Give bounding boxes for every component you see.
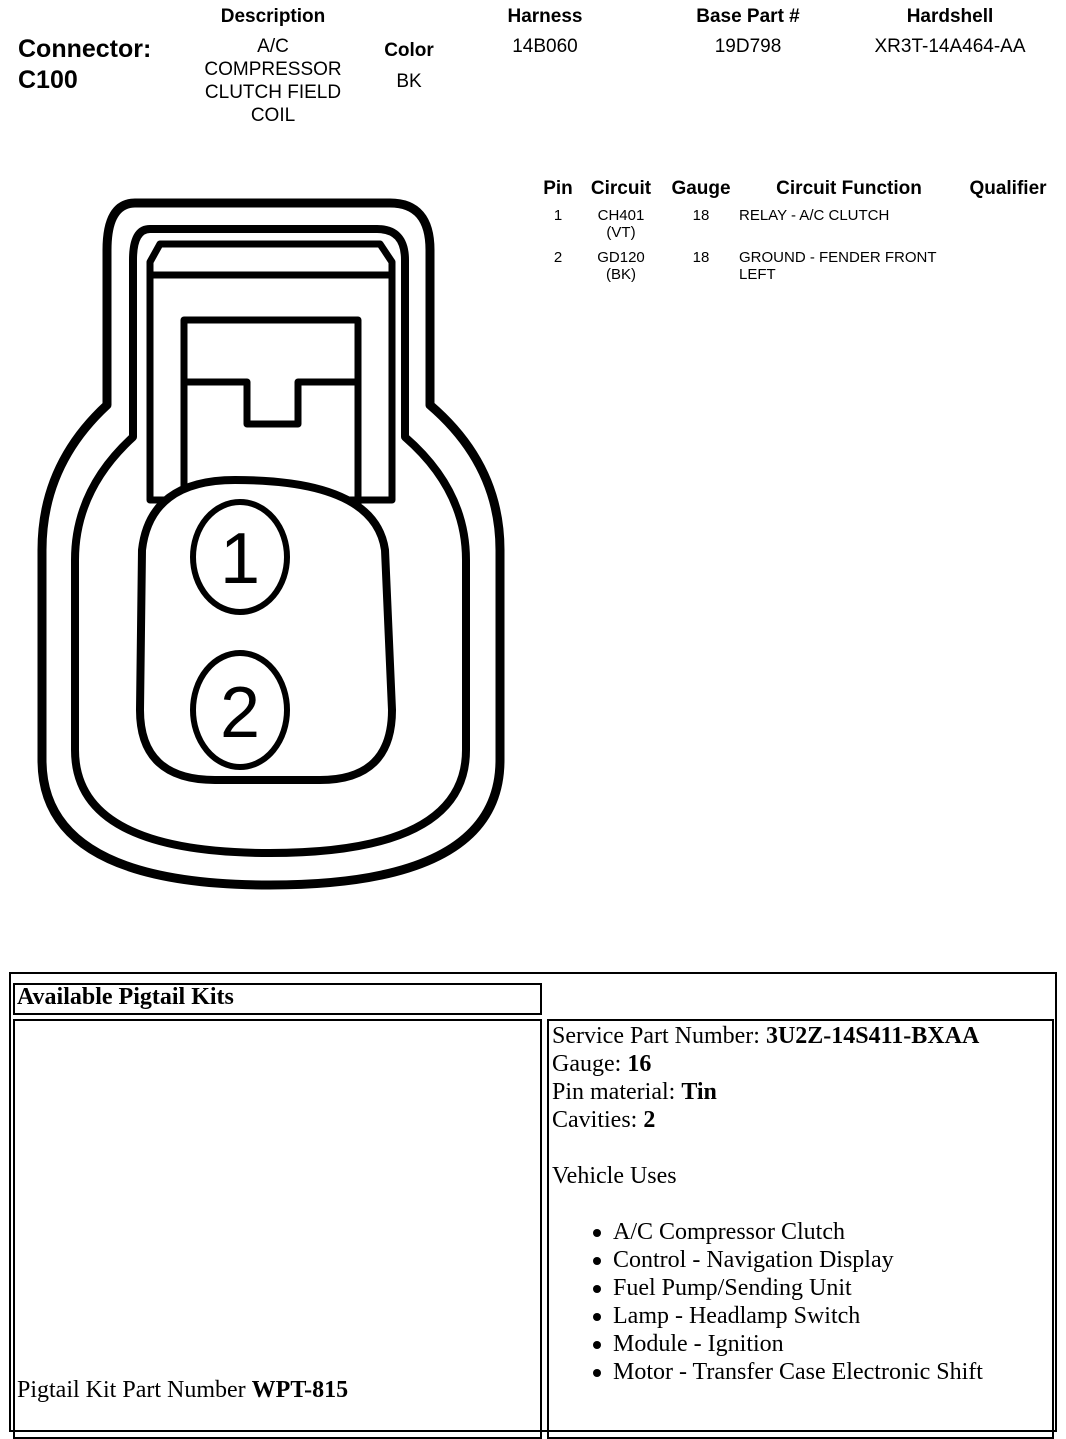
description-line: CLUTCH FIELD xyxy=(204,82,342,103)
circuit-color: (BK) xyxy=(606,266,636,283)
base-part-value: 19D798 xyxy=(714,36,782,57)
circuit-code xyxy=(584,207,658,241)
kit-gauge: Gauge: 16 xyxy=(552,1051,652,1077)
cavities-value: 2 xyxy=(643,1107,656,1133)
pin-material: Pin material: Tin xyxy=(552,1079,717,1105)
circuit-function-line: LEFT xyxy=(739,266,776,283)
vehicle-use-item: Lamp - Headlamp Switch xyxy=(552,1302,983,1330)
circuit-column-header: Circuit xyxy=(590,178,652,199)
pigtail-kit-part-value: WPT-815 xyxy=(251,1377,349,1403)
qualifier-column-header: Qualifier xyxy=(969,178,1047,199)
gauge-column-header: Gauge xyxy=(671,178,731,199)
circuit-function-line: GROUND - FENDER FRONT xyxy=(739,249,937,266)
circuit-id: GD120 xyxy=(597,249,645,266)
description-value xyxy=(182,35,364,127)
harness-value: 14B060 xyxy=(512,36,578,57)
color-header: Color xyxy=(384,40,434,61)
vehicle-use-item: Fuel Pump/Sending Unit xyxy=(552,1274,983,1302)
service-part-number: Service Part Number: 3U2Z-14S411-BXAA xyxy=(552,1023,980,1049)
pigtail-kit-details xyxy=(552,1022,979,1190)
terminal-lock-box xyxy=(184,320,358,505)
pin-1-label: 1 xyxy=(219,519,261,599)
bullet-icon xyxy=(593,1341,601,1349)
vehicle-uses-list xyxy=(552,1218,983,1386)
connector-title xyxy=(18,34,151,96)
vehicle-use-item: Control - Navigation Display xyxy=(552,1246,983,1274)
description-line: A/C xyxy=(257,36,289,57)
bullet-icon xyxy=(593,1313,601,1321)
circuit-code xyxy=(584,249,658,283)
pigtail-kits-title: Available Pigtail Kits xyxy=(17,984,234,1010)
pin-number: 1 xyxy=(553,207,563,224)
terminal-lock-notch xyxy=(184,382,358,424)
kit-gauge-value: 16 xyxy=(627,1051,652,1077)
vehicle-use-item: A/C Compressor Clutch xyxy=(552,1218,983,1246)
circuit-color: (VT) xyxy=(606,224,636,241)
hardshell-header: Hardshell xyxy=(906,6,994,27)
pin-2-label: 2 xyxy=(219,673,261,753)
circuit-function xyxy=(739,249,959,283)
vehicle-use-item: Motor - Transfer Case Electronic Shift xyxy=(552,1358,983,1386)
bullet-icon xyxy=(593,1369,601,1377)
description-header: Description xyxy=(220,6,326,27)
color-value: BK xyxy=(396,71,422,92)
connector-id: C100 xyxy=(18,66,78,94)
circuit-function-column-header: Circuit Function xyxy=(776,178,922,199)
cavities: Cavities: 2 xyxy=(552,1107,656,1133)
wire-gauge: 18 xyxy=(692,207,710,224)
wire-gauge: 18 xyxy=(692,249,710,266)
bullet-icon xyxy=(593,1285,601,1293)
description-line: COIL xyxy=(250,105,296,126)
pigtail-kit-part-number: Pigtail Kit Part Number WPT-815 xyxy=(17,1377,349,1403)
connector-label: Connector: xyxy=(18,35,152,63)
connector-face-diagram xyxy=(0,150,540,910)
hardshell-value: XR3T-14A464-AA xyxy=(874,36,1026,57)
vehicle-use-item: Module - Ignition xyxy=(552,1330,983,1358)
pin-number: 2 xyxy=(553,249,563,266)
bullet-icon xyxy=(593,1257,601,1265)
pin-cavity-field xyxy=(140,480,392,780)
pin-material-value: Tin xyxy=(681,1079,717,1105)
bullet-icon xyxy=(593,1229,601,1237)
service-part-value: 3U2Z-14S411-BXAA xyxy=(765,1023,980,1049)
description-line: COMPRESSOR xyxy=(204,59,342,80)
base-part-header: Base Part # xyxy=(696,6,800,27)
circuit-function xyxy=(739,207,959,224)
circuit-function-line: RELAY - A/C CLUTCH xyxy=(739,207,890,224)
circuit-id: CH401 xyxy=(597,207,645,224)
harness-header: Harness xyxy=(507,6,583,27)
pin-column-header: Pin xyxy=(543,178,573,199)
vehicle-uses-heading: Vehicle Uses xyxy=(552,1163,677,1189)
